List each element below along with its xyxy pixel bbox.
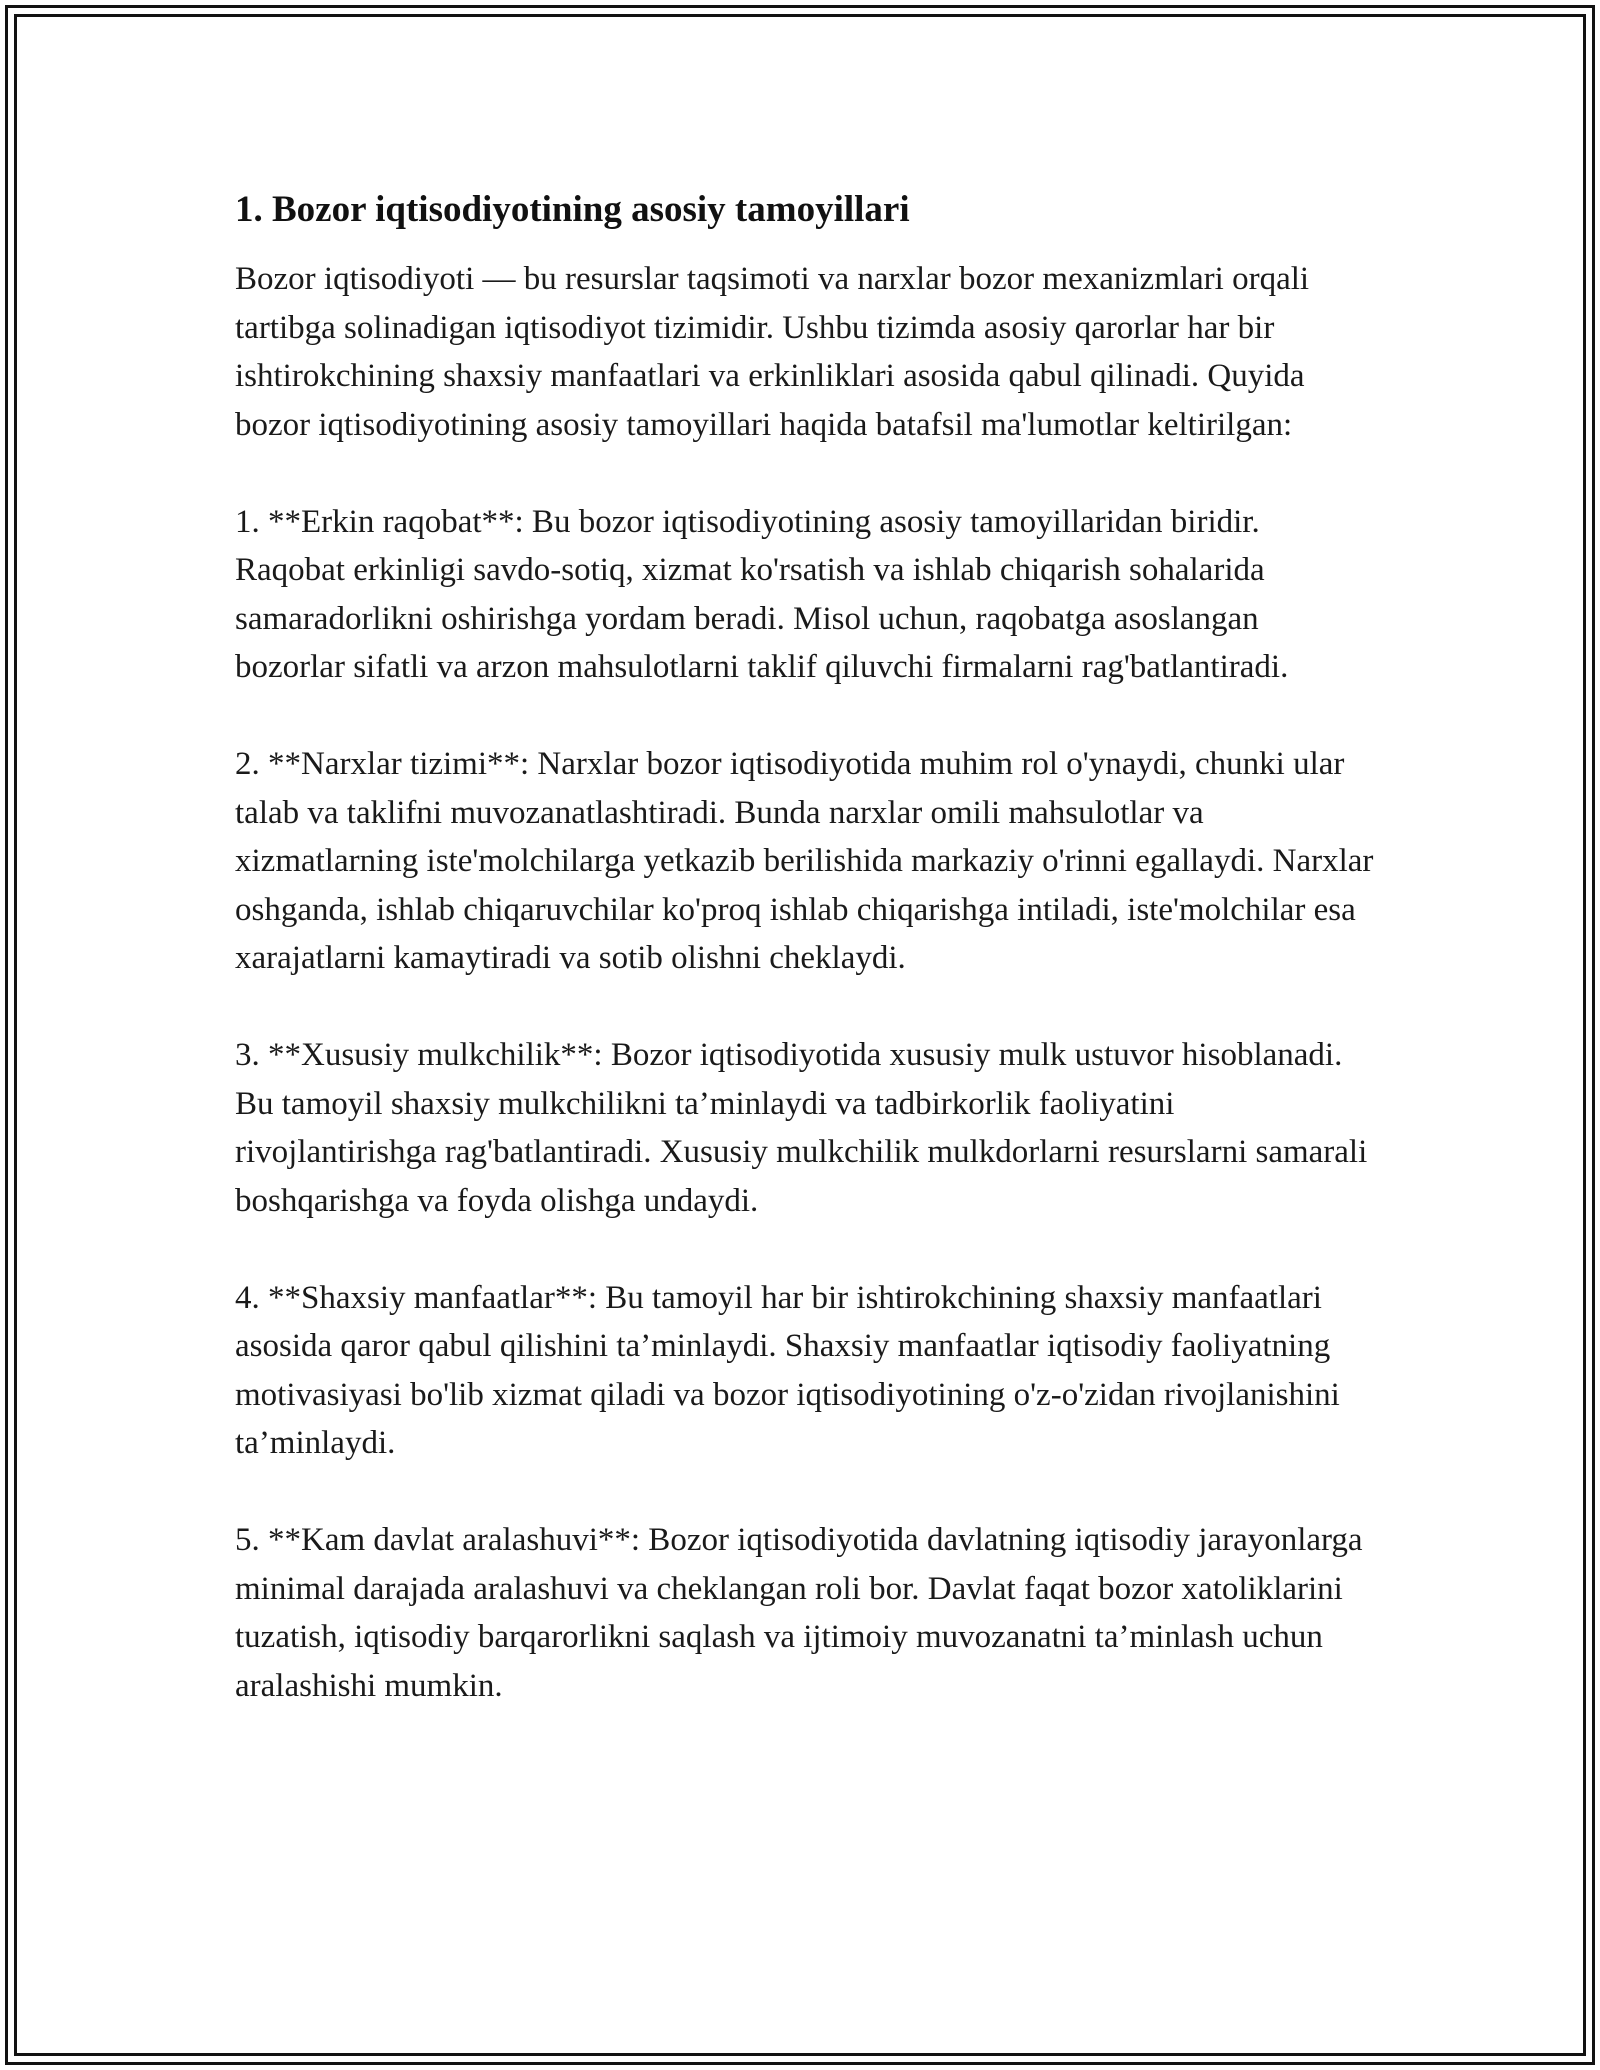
principle-paragraph-price-system: 2. **Narxlar tizimi**: Narxlar bozor iqtisodiyotida muhim rol o'ynaydi, chunki ular talab va taklifni muvozanatlashtiradi. Bunda narxlar omili mahsulotlar va xizmatlarning iste'molchilarga yetkazib berilishida markaziy o'rinni egallaydi. Narxlar oshganda, ishlab chiqaruvchilar ko'proq ishlab chiqarishga intiladi, iste'molchilar esa xarajatlarni kamaytiradi va sotib olishni cheklaydi. [235, 746, 1374, 976]
principle-paragraph-private-property: 3. **Xususiy mulkchilik**: Bozor iqtisodiyotida xususiy mulk ustuvor hisoblanadi. Bu tamoyil shaxsiy mulkchilikni ta’minlaydi va tadbirkorlik faoliyatini rivojlantirishga rag'batlantiradi. Xususiy mulkchilik mulkdorlarni resurslarni samarali boshqarishga va foyda olishga undaydi. [235, 1037, 1368, 1219]
document-title: 1. Bozor iqtisodiyotining asosiy tamoyillari [235, 189, 910, 230]
principle-paragraph-free-competition: 1. **Erkin raqobat**: Bu bozor iqtisodiyotining asosiy tamoyillaridan biridir. Raqobat erkinligi savdo-sotiq, xizmat ko'rsatish va ishlab chiqarish sohalarida samaradorlikni oshirishga yordam beradi. Misol uchun, raqobatga asoslangan bozorlar sifatli va arzon mahsulotlarni taklif qiluvchi firmalarni rag'batlantiradi. [235, 503, 1289, 685]
document-body [235, 185, 1375, 1759]
principle-paragraph-limited-government: 5. **Kam davlat aralashuvi**: Bozor iqtisodiyotida davlatning iqtisodiy jarayonlarga minimal darajada aralashuvi va cheklangan roli bor. Davlat faqat bozor xatoliklarini tuzatish, iqtisodiy barqarorlikni saqlash va ijtimoiy muvozanatni ta’minlash uchun aralashishi mumkin. [235, 1522, 1363, 1704]
principle-paragraph-personal-interests: 4. **Shaxsiy manfaatlar**: Bu tamoyil har bir ishtirokchining shaxsiy manfaatlari asosida qaror qabul qilishini ta’minlaydi. Shaxsiy manfaatlar iqtisodiy faoliyatning motivasiyasi bo'lib xizmat qiladi va bozor iqtisodiyotining o'z-o'zidan rivojlanishini ta’minlaydi. [235, 1279, 1340, 1461]
intro-paragraph: Bozor iqtisodiyoti — bu resurslar taqsimoti va narxlar bozor mexanizmlari orqali tartibga solinadigan iqtisodiyot tizimidir. Ushbu tizimda asosiy qarorlar har bir ishtirokchining shaxsiy manfaatlari va erkinliklari asosida qabul qilinadi. Quyida bozor iqtisodiyotining asosiy tamoyillari haqida batafsil ma'lumotlar keltirilgan: [235, 261, 1310, 443]
